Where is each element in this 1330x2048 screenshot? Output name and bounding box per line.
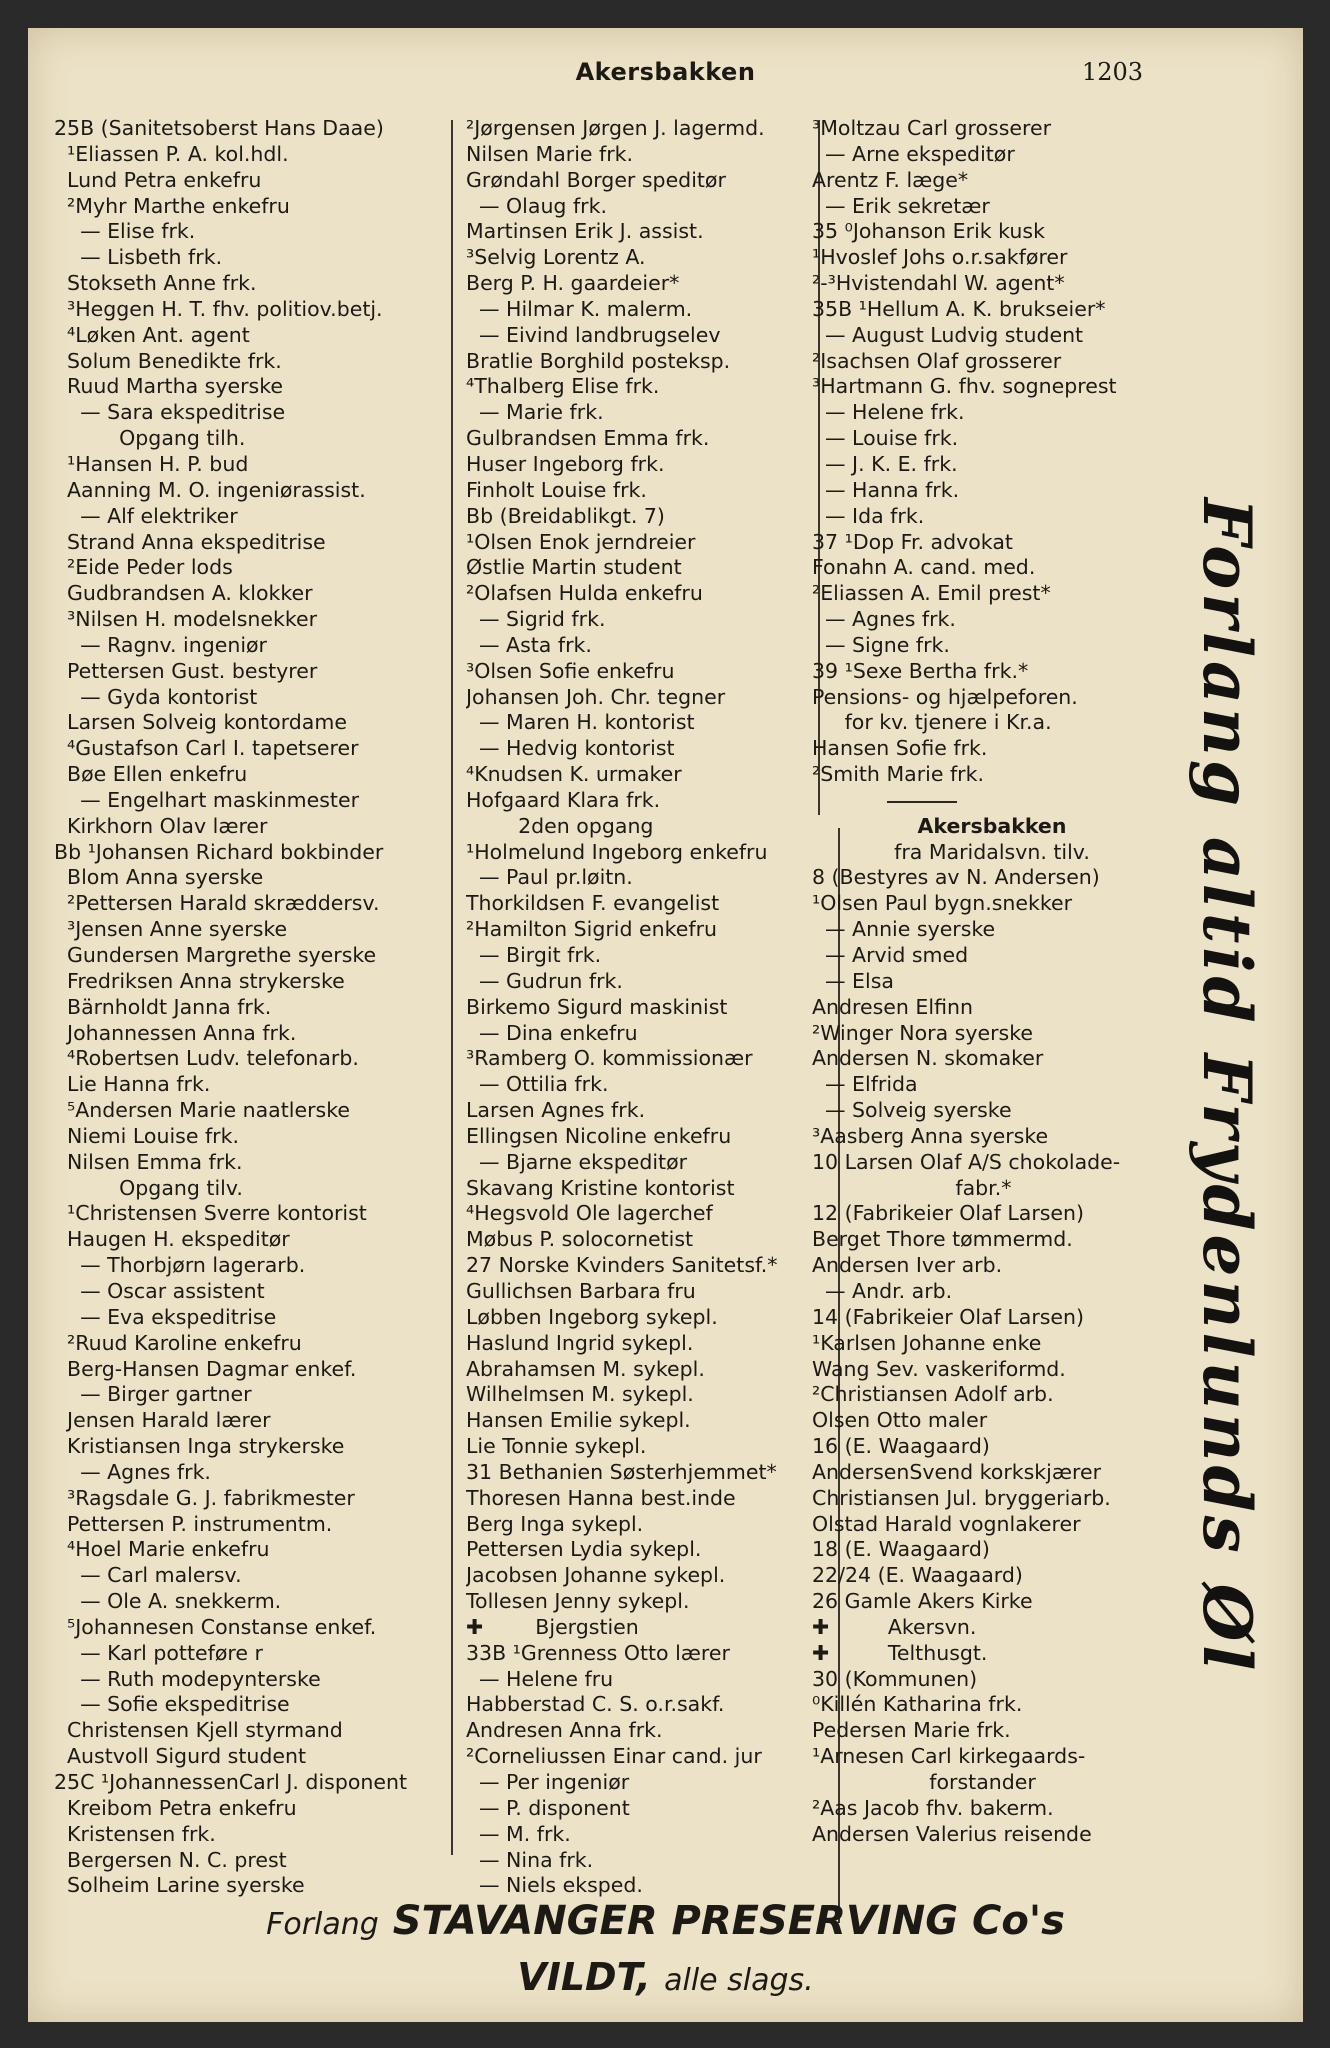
directory-entry: — Bjarne ekspeditør bbox=[466, 1149, 688, 1174]
directory-entry: — Birger gartner bbox=[54, 1382, 252, 1407]
directory-entry: Jacobsen Johanne sykepl. bbox=[466, 1563, 726, 1588]
directory-entry: ¹Hvoslef Johs o.r.sakfører bbox=[812, 245, 1068, 270]
directory-entry: ¹Arnesen Carl kirkegaards- bbox=[812, 1744, 1086, 1769]
directory-entry: — Arne ekspeditør bbox=[812, 141, 1015, 166]
directory-entry: — Hedvig kontorist bbox=[466, 736, 675, 761]
directory-entry: Martinsen Erik J. assist. bbox=[466, 219, 704, 244]
directory-entry: ¹Olsen Paul bygn.snekker bbox=[812, 891, 1073, 916]
directory-entry: ²Winger Nora syerske bbox=[812, 1020, 1033, 1045]
directory-entry: 30 (Kommunen) bbox=[812, 1666, 978, 1691]
directory-entry: Andersen N. skomaker bbox=[812, 1046, 1044, 1071]
directory-entry: Bärnholdt Janna frk. bbox=[54, 994, 272, 1019]
directory-entry: Nilsen Emma frk. bbox=[54, 1149, 243, 1174]
directory-entry: — Arvid smed bbox=[812, 943, 969, 967]
directory-entry: Niemi Louise frk. bbox=[54, 1123, 239, 1148]
directory-entry: Haslund Ingrid sykepl. bbox=[466, 1330, 694, 1355]
directory-entry: — Hanna frk. bbox=[812, 477, 960, 502]
directory-entry: — Agnes frk. bbox=[812, 607, 956, 632]
directory-entry: Pettersen Gust. bestyrer bbox=[54, 658, 318, 683]
directory-entry: Lund Petra enkefru bbox=[54, 167, 262, 192]
directory-entry: Gullichsen Barbara fru bbox=[466, 1278, 696, 1303]
directory-entry: Lie Tonnie sykepl. bbox=[466, 1434, 647, 1459]
directory-entry: Ruud Martha syerske bbox=[54, 374, 283, 399]
section-heading: Akersbakken bbox=[917, 813, 1067, 838]
directory-entry: — Annie syerske bbox=[812, 917, 996, 942]
directory-entry: — Marie frk. bbox=[466, 400, 604, 425]
directory-entry: ³Selvig Lorentz A. bbox=[466, 245, 646, 270]
directory-entry: ³Ragsdale G. J. fabrikmester bbox=[54, 1485, 355, 1510]
directory-entry: Abrahamsen M. sykepl. bbox=[466, 1356, 705, 1381]
directory-entry: ⁵Johannesen Constanse enkef. bbox=[54, 1614, 377, 1639]
directory-entry: Thoresen Hanna best.inde bbox=[466, 1485, 736, 1510]
page-number: 1203 bbox=[1081, 58, 1143, 86]
directory-entry: Skavang Kristine kontorist bbox=[466, 1175, 735, 1200]
column-1 bbox=[54, 116, 459, 1899]
directory-entry: ✚ Bjergstien bbox=[466, 1614, 639, 1639]
directory-entry: Nilsen Marie frk. bbox=[466, 141, 634, 166]
directory-entry: — Ole A. snekkerm. bbox=[54, 1589, 282, 1614]
directory-entry: 8 (Bestyres av N. Andersen) bbox=[812, 865, 1100, 890]
directory-entry: ⁴Hoel Marie enkefru bbox=[54, 1537, 270, 1562]
directory-entry: Fredriksen Anna strykerske bbox=[54, 968, 345, 993]
directory-entry: 35B ¹Hellum A. K. brukseier* bbox=[812, 296, 1106, 321]
directory-entry: — Agnes frk. bbox=[54, 1459, 211, 1484]
directory-entry: — Carl malersv. bbox=[54, 1563, 242, 1588]
directory-entry: — Ottilia frk. bbox=[466, 1072, 609, 1097]
directory-entry: — Sofie ekspeditrise bbox=[54, 1692, 290, 1717]
directory-entry: Kreibom Petra enkefru bbox=[54, 1795, 297, 1820]
directory-entry: — Alf elektriker bbox=[54, 503, 238, 528]
directory-entry: — Per ingeniør bbox=[466, 1770, 630, 1794]
directory-entry: Ellingsen Nicoline enkefru bbox=[466, 1123, 732, 1148]
directory-entry: ✚ Akersvn. bbox=[812, 1614, 977, 1639]
directory-entry: — Karl potteføre r bbox=[54, 1640, 263, 1665]
directory-entry: — Solveig syerske bbox=[812, 1098, 1012, 1123]
directory-entry: Strand Anna ekspeditrise bbox=[54, 529, 326, 554]
directory-entry: ²Myhr Marthe enkefru bbox=[54, 193, 290, 218]
directory-entry: — Asta frk. bbox=[466, 632, 592, 657]
directory-entry: Arentz F. læge* bbox=[812, 167, 969, 192]
directory-entry: Bøe Ellen enkefru bbox=[54, 762, 248, 787]
directory-entry: 25C ¹JohannessenCarl J. disponent bbox=[54, 1770, 408, 1794]
directory-entry: fabr.* bbox=[812, 1175, 1012, 1200]
directory-entry: Wilhelmsen M. sykepl. bbox=[466, 1382, 694, 1407]
directory-entry: Haugen H. ekspeditør bbox=[54, 1227, 290, 1252]
directory-entry: Solheim Larine syerske bbox=[54, 1873, 305, 1898]
directory-entry: ²Corneliussen Einar cand. jur bbox=[466, 1744, 762, 1769]
directory-entry: 26 Gamle Akers Kirke bbox=[812, 1589, 1033, 1614]
directory-entry: — M. frk. bbox=[466, 1821, 571, 1846]
directory-entry: Andresen Elfinn bbox=[812, 994, 973, 1019]
directory-entry: — Gudrun frk. bbox=[466, 968, 623, 993]
directory-entry: Stokseth Anne frk. bbox=[54, 271, 257, 296]
directory-entry: Fonahn A. cand. med. bbox=[812, 555, 1036, 580]
directory-entry: Pettersen Lydia sykepl. bbox=[466, 1537, 702, 1562]
directory-entry: ²Aas Jacob fhv. bakerm. bbox=[812, 1795, 1054, 1820]
directory-entry: Bergersen N. C. prest bbox=[54, 1847, 287, 1872]
directory-entry: ⁰Killén Katharina frk. bbox=[812, 1692, 1023, 1717]
directory-entry: — Maren H. kontorist bbox=[466, 710, 695, 735]
ad-company: STAVANGER PRESERVING Co's bbox=[392, 1898, 1065, 1944]
directory-entry: Birkemo Sigurd maskinist bbox=[466, 994, 728, 1019]
directory-entry: Andresen Anna frk. bbox=[466, 1718, 663, 1743]
directory-entry: Østlie Martin student bbox=[466, 555, 682, 580]
directory-entry: — Eva ekspeditrise bbox=[54, 1304, 277, 1329]
directory-entry: — J. K. E. frk. bbox=[812, 451, 958, 476]
directory-entry: Christensen Kjell styrmand bbox=[54, 1718, 343, 1743]
directory-entry: Berg-Hansen Dagmar enkef. bbox=[54, 1356, 357, 1381]
bottom-advertisement-line-1 bbox=[28, 1898, 1303, 1944]
directory-entry: 2den opgang bbox=[466, 813, 654, 838]
directory-entry: ³Olsen Sofie enkefru bbox=[466, 658, 675, 683]
directory-entry: Christiansen Jul. bryggeriarb. bbox=[812, 1485, 1111, 1510]
directory-entry: — Ida frk. bbox=[812, 503, 925, 528]
directory-entry: Habberstad C. S. o.r.sakf. bbox=[466, 1692, 725, 1717]
directory-entry: ⁴Hegsvold Ole lagerchef bbox=[466, 1201, 713, 1226]
directory-entry: Andersen Valerius reisende bbox=[812, 1821, 1092, 1846]
directory-entry: ⁴Løken Ant. agent bbox=[54, 322, 250, 347]
directory-entry: 35 ⁰Johanson Erik kusk bbox=[812, 219, 1045, 244]
directory-entry: ¹Hansen H. P. bud bbox=[54, 451, 249, 476]
directory-entry: — Elsa bbox=[812, 968, 894, 993]
directory-entry: ¹Olsen Enok jerndreier bbox=[466, 529, 696, 554]
directory-entry: 18 (E. Waagaard) bbox=[812, 1537, 990, 1562]
directory-entry: — Elfrida bbox=[812, 1072, 918, 1097]
directory-entry: Larsen Agnes frk. bbox=[466, 1098, 646, 1123]
directory-entry: ¹Holmelund Ingeborg enkefru bbox=[466, 839, 768, 864]
directory-entry: Aanning M. O. ingeniørassist. bbox=[54, 477, 366, 502]
directory-entry: ³Moltzau Carl grosserer bbox=[812, 116, 1052, 140]
directory-entry: 10 Larsen Olaf A/S chokolade- bbox=[812, 1149, 1121, 1174]
directory-entry: — Sara ekspeditrise bbox=[54, 400, 286, 425]
ad-alle-slags: alle slags. bbox=[664, 1963, 814, 1998]
directory-entry: Johansen Joh. Chr. tegner bbox=[466, 684, 726, 709]
directory-entry: ³Heggen H. T. fhv. politiov.betj. bbox=[54, 296, 383, 321]
directory-entry: 37 ¹Dop Fr. advokat bbox=[812, 529, 1013, 554]
directory-entry: Pettersen P. instrumentm. bbox=[54, 1511, 333, 1536]
directory-entry: — P. disponent bbox=[466, 1795, 630, 1820]
vertical-advertisement: Forlang altid Frydenlunds Øl bbox=[1188, 498, 1266, 1675]
directory-entry: 22/24 (E. Waagaard) bbox=[812, 1563, 1023, 1588]
directory-entry: ✚ Telthusgt. bbox=[812, 1640, 988, 1665]
directory-entry: ²Eliassen A. Emil prest* bbox=[812, 581, 1051, 606]
directory-entry: Kirkhorn Olav lærer bbox=[54, 813, 268, 838]
directory-entry: Solum Benedikte frk. bbox=[54, 348, 282, 373]
directory-entry: ²Hamilton Sigrid enkefru bbox=[466, 917, 718, 942]
directory-entry: ³Aasberg Anna syerske bbox=[812, 1123, 1049, 1148]
ad-vildt: VILDT, bbox=[517, 1955, 651, 1999]
directory-entry: ²Pettersen Harald skræddersv. bbox=[54, 891, 380, 916]
directory-entry: Kristiansen Inga strykerske bbox=[54, 1434, 345, 1459]
directory-entry: ³Ramberg O. kommissionær bbox=[466, 1046, 753, 1071]
directory-entry: ²Christiansen Adolf arb. bbox=[812, 1382, 1054, 1407]
directory-entry: ⁵Andersen Marie naatlerske bbox=[54, 1098, 350, 1123]
directory-entry: — Niels eksped. bbox=[466, 1873, 643, 1898]
directory-entry: ⁴Gustafson Carl I. tapetserer bbox=[54, 736, 359, 761]
directory-entry: — Oscar assistent bbox=[54, 1278, 265, 1303]
page-title: Akersbakken bbox=[575, 58, 756, 86]
directory-entry: — Engelhart maskinmester bbox=[54, 787, 359, 812]
bottom-advertisement-line-2 bbox=[28, 1955, 1303, 1999]
directory-entry: — Sigrid frk. bbox=[466, 607, 606, 632]
directory-entry: Olstad Harald vognlakerer bbox=[812, 1511, 1081, 1536]
directory-entry: Jensen Harald lærer bbox=[54, 1408, 271, 1433]
directory-entry: 25B (Sanitetsoberst Hans Daae) bbox=[54, 116, 384, 140]
directory-entry: Gulbrandsen Emma frk. bbox=[466, 426, 710, 451]
directory-entry: ²Smith Marie frk. bbox=[812, 762, 984, 787]
directory-entry: — Nina frk. bbox=[466, 1847, 594, 1872]
directory-entry: Olsen Otto maler bbox=[812, 1408, 988, 1433]
directory-entry: Bb ¹Johansen Richard bokbinder bbox=[54, 839, 384, 864]
directory-entry: — Louise frk. bbox=[812, 426, 959, 451]
directory-entry: ⁴Knudsen K. urmaker bbox=[466, 762, 682, 787]
directory-entry: — Hilmar K. malerm. bbox=[466, 296, 693, 321]
directory-entry: 39 ¹Sexe Bertha frk.* bbox=[812, 658, 1029, 683]
directory-entry: — Lisbeth frk. bbox=[54, 245, 223, 270]
directory-entry: Berg Inga sykepl. bbox=[466, 1511, 644, 1536]
directory-entry: — Gyda kontorist bbox=[54, 684, 258, 709]
directory-entry: Hansen Sofie frk. bbox=[812, 736, 988, 761]
directory-entry: 14 (Fabrikeier Olaf Larsen) bbox=[812, 1304, 1085, 1329]
directory-entry: ³Nilsen H. modelsnekker bbox=[54, 607, 318, 632]
section-separator bbox=[812, 788, 1172, 814]
directory-entry: Thorkildsen F. evangelist bbox=[466, 891, 720, 916]
directory-entry: — Erik sekretær bbox=[812, 193, 990, 218]
directory-entry: Kristensen frk. bbox=[54, 1821, 216, 1846]
directory-entry: Gundersen Margrethe syerske bbox=[54, 943, 377, 967]
directory-entry: ²-³Hvistendahl W. agent* bbox=[812, 271, 1065, 296]
directory-entry: Opgang tilh. bbox=[54, 426, 246, 451]
directory-entry: — Dina enkefru bbox=[466, 1020, 638, 1045]
directory-entry: ³Jensen Anne syerske bbox=[54, 917, 288, 942]
directory-entry: AndersenSvend korkskjærer bbox=[812, 1459, 1102, 1484]
directory-entry: — Olaug frk. bbox=[466, 193, 607, 218]
directory-entry: Bb (Breidablikgt. 7) bbox=[466, 503, 665, 528]
directory-entry: Blom Anna syerske bbox=[54, 865, 264, 890]
directory-entry: Møbus P. solocornetist bbox=[466, 1227, 694, 1252]
directory-entry: 33B ¹Grenness Otto lærer bbox=[466, 1640, 730, 1665]
directory-entry: — Ragnv. ingeniør bbox=[54, 632, 267, 657]
directory-entry: — Andr. arb. bbox=[812, 1278, 953, 1303]
column-3 bbox=[812, 116, 1172, 1848]
directory-entry: — Ruth modepynterske bbox=[54, 1666, 321, 1691]
directory-entry: Tollesen Jenny sykepl. bbox=[466, 1589, 690, 1614]
directory-entry: — Eivind landbrugselev bbox=[466, 322, 721, 347]
directory-entry: Pensions- og hjælpeforen. bbox=[812, 684, 1078, 709]
directory-entry: ²Eide Peder lods bbox=[54, 555, 233, 580]
directory-entry: ²Olafsen Hulda enkefru bbox=[466, 581, 703, 606]
directory-entry: 27 Norske Kvinders Sanitetsf.* bbox=[466, 1253, 778, 1278]
directory-entry: 16 (E. Waagaard) bbox=[812, 1434, 990, 1459]
directory-entry: ⁴Thalberg Elise frk. bbox=[466, 374, 660, 399]
directory-entry: Austvoll Sigurd student bbox=[54, 1744, 307, 1769]
directory-entry: ¹Karlsen Johanne enke bbox=[812, 1330, 1042, 1355]
directory-entry: Opgang tilv. bbox=[54, 1175, 243, 1200]
directory-entry: Johannessen Anna frk. bbox=[54, 1020, 297, 1045]
ad-forlang: Forlang bbox=[266, 1907, 379, 1942]
directory-entry: — Helene fru bbox=[466, 1666, 614, 1691]
directory-entry: 12 (Fabrikeier Olaf Larsen) bbox=[812, 1201, 1085, 1226]
column-divider-1 bbox=[451, 120, 453, 1855]
directory-entry: Lie Hanna frk. bbox=[54, 1072, 211, 1097]
directory-entry: ⁴Robertsen Ludv. telefonarb. bbox=[54, 1046, 359, 1071]
directory-entry: — Elise frk. bbox=[54, 219, 196, 244]
directory-entry: forstander bbox=[812, 1770, 1036, 1794]
directory-entry: Gudbrandsen A. klokker bbox=[54, 581, 313, 606]
directory-entry: Berg P. H. gaardeier* bbox=[466, 271, 680, 296]
directory-entry: ³Hartmann G. fhv. sogneprest bbox=[812, 374, 1117, 399]
directory-entry: ²Ruud Karoline enkefru bbox=[54, 1330, 302, 1355]
directory-entry: — Thorbjørn lagerarb. bbox=[54, 1253, 306, 1278]
directory-entry: — Paul pr.løitn. bbox=[466, 865, 633, 890]
directory-entry: Wang Sev. vaskeriformd. bbox=[812, 1356, 1066, 1381]
column-2 bbox=[466, 116, 831, 1899]
directory-entry: — August Ludvig student bbox=[812, 322, 1084, 347]
directory-entry: Huser Ingeborg frk. bbox=[466, 451, 665, 476]
directory-entry: Andersen Iver arb. bbox=[812, 1253, 1003, 1278]
directory-entry: 31 Bethanien Søsterhjemmet* bbox=[466, 1459, 777, 1484]
directory-entry: Grøndahl Borger speditør bbox=[466, 167, 726, 192]
directory-entry: — Birgit frk. bbox=[466, 943, 602, 967]
directory-entry: Bratlie Borghild posteksp. bbox=[466, 348, 731, 373]
directory-entry: Berget Thore tømmermd. bbox=[812, 1227, 1073, 1252]
directory-entry: ²Isachsen Olaf grosserer bbox=[812, 348, 1062, 373]
directory-entry: Pedersen Marie frk. bbox=[812, 1718, 1011, 1743]
directory-entry: for kv. tjenere i Kr.a. bbox=[812, 710, 1052, 735]
directory-entry: — Signe frk. bbox=[812, 632, 950, 657]
directory-entry: fra Maridalsvn. tilv. bbox=[894, 839, 1090, 864]
directory-entry: ¹Christensen Sverre kontorist bbox=[54, 1201, 367, 1226]
directory-entry: Hofgaard Klara frk. bbox=[466, 787, 661, 812]
directory-entry: Finholt Louise frk. bbox=[466, 477, 647, 502]
directory-entry: — Helene frk. bbox=[812, 400, 965, 425]
directory-entry: ²Jørgensen Jørgen J. lagermd. bbox=[466, 116, 765, 140]
directory-page bbox=[28, 28, 1303, 2022]
directory-entry: Hansen Emilie sykepl. bbox=[466, 1408, 691, 1433]
directory-entry: Løbben Ingeborg sykepl. bbox=[466, 1304, 718, 1329]
directory-entry: Larsen Solveig kontordame bbox=[54, 710, 347, 735]
directory-entry: ¹Eliassen P. A. kol.hdl. bbox=[54, 141, 289, 166]
